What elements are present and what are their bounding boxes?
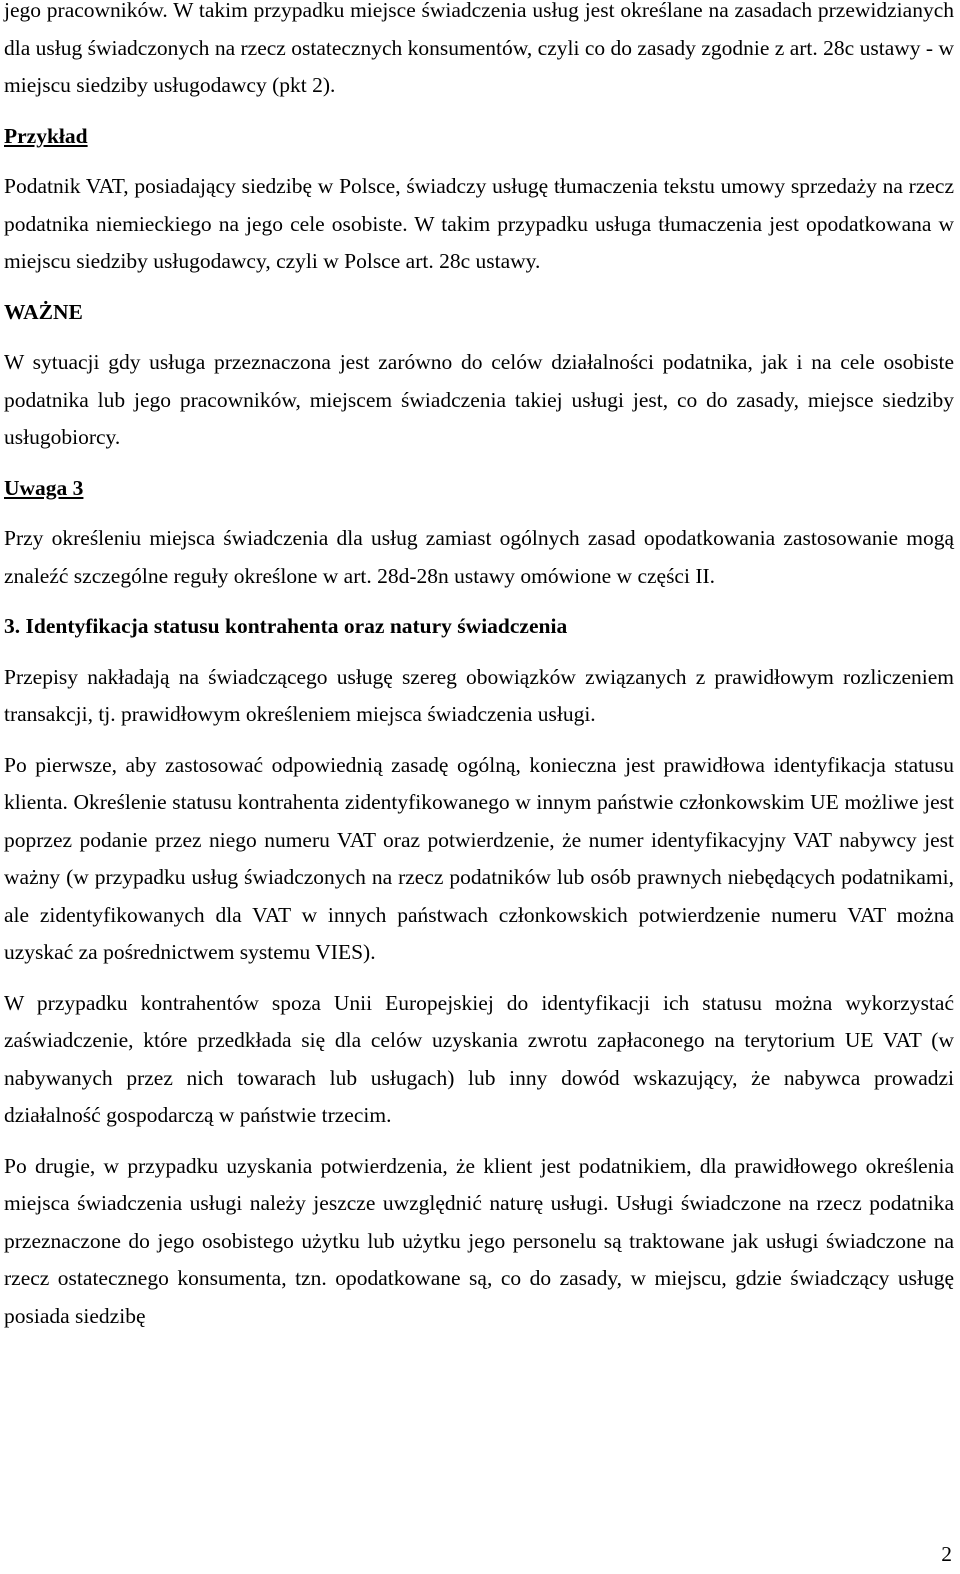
paragraph-second: Po drugie, w przypadku uzyskania potwierdzenia, że klient jest podatnikiem, dla prawidłowego określenia miejsca świadczenia usługi należy jeszcze uwzględnić naturę usługi. Usługi świadczone na rzecz podatnika przeznaczone do jego osobistego użytku lub użytku jego personelu są traktowane jak usługi świadczone na rzecz ostatecznego konsumenta, tzn. opodatkowane są, co do zasady, w miejscu, gdzie świadczący usługę posiada siedzibę [4,1153,954,1328]
paragraph-intro: jego pracowników. W takim przypadku miejsce świadczenia usług jest określane na zasadach przewidzianych dla usług świadczonych na rzecz ostatecznych konsumentów, czyli co do zasady zgodnie z art. 28c ustawy - w miejscu siedziby usługodawcy (pkt 2). [4,0,954,97]
paragraph-non-eu: W przypadku kontrahentów spoza Unii Europejskiej do identyfikacji ich statusu można wykorzystać zaświadczenie, które przedkłada się dla celów uzyskania zwrotu zapłaconego na terytorium UE VAT (w nabywanych przez nich towarach lub usługach) lub inny dowód wskazujący, że nabywca prowadzi działalność gospodarczą w państwie trzecim. [4,990,954,1127]
heading-uwaga-3: Uwaga 3 [4,475,84,500]
paragraph-first: Po pierwsze, aby zastosować odpowiednią zasadę ogólną, konieczna jest prawidłowa identyfikacja statusu klienta. Określenie statusu kontrahenta zidentyfikowanego w innym państwie członkowskim UE możliwe jest poprzez podanie przez niego numeru VAT oraz potwierdzenie, że numer identyfikacyjny VAT nabywcy jest ważny (w przypadku usług świadczonych na rzecz podatników lub osób prawnych niebędących podatnikami, ale zidentyfikowanych dla VAT w innych państwach członkowskich potwierdzenie numeru VAT można uzyskać za pośrednictwem systemu VIES). [4,752,954,964]
paragraph-important: W sytuacji gdy usługa przeznaczona jest zarówno do celów działalności podatnika, jak i na cele osobiste podatnika lub jego pracowników, miejscem świadczenia takiej usługi jest, co do zasady, miejsce siedziby usługobiorcy. [4,350,954,449]
paragraph-obligations: Przepisy nakładają na świadczącego usługę szereg obowiązków związanych z prawidłowym rozliczeniem transakcji, tj. prawidłowym określeniem miejsca świadczenia usługi. [4,664,954,726]
heading-przyklad: Przykład [4,123,88,148]
page-number: 2 [941,1542,952,1566]
document-page [4,0,954,1335]
heading-wazne: WAŻNE [4,299,83,324]
section-heading-3: 3. Identyfikacja statusu kontrahenta oraz natury świadczenia [4,614,568,638]
paragraph-note-3: Przy określeniu miejsca świadczenia dla usług zamiast ogólnych zasad opodatkowania zastosowanie mogą znaleźć szczególne reguły określone w art. 28d-28n ustawy omówione w części II. [4,526,954,588]
paragraph-example: Podatnik VAT, posiadający siedzibę w Polsce, świadczy usługę tłumaczenia tekstu umowy sprzedaży na rzecz podatnika niemieckiego na jego cele osobiste. W takim przypadku usługa tłumaczenia jest opodatkowana w miejscu siedziby usługodawcy, czyli w Polsce art. 28c ustawy. [4,174,954,273]
